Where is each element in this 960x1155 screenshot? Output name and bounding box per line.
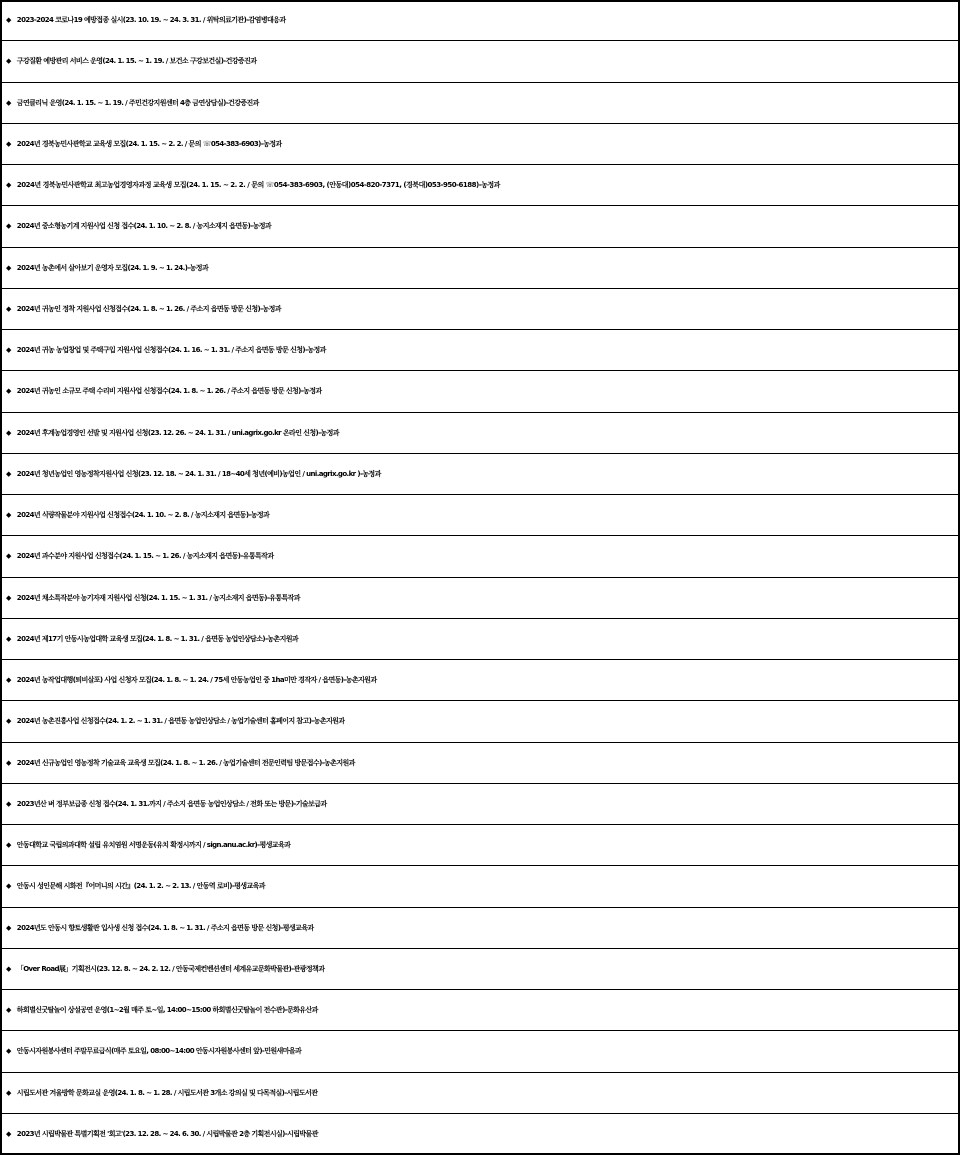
notice-item bbox=[0, 330, 960, 371]
diamond-bullet-icon: ◆ bbox=[6, 304, 11, 313]
notice-item bbox=[0, 165, 960, 206]
notice-text: 「Over Road展」기획전시(23. 12. 8. ~ 24. 2. 12. / 안동국제컨벤션센터 세계유교문화박물관)-관광정책과 bbox=[16, 964, 325, 973]
notice-item bbox=[0, 949, 960, 990]
notice-text: 2024년 후계농업경영인 선발 및 지원사업 신청(23. 12. 26. ~ 24. 1. 31. / uni.agrix.go.kr 온라인 신청)-농정과 bbox=[16, 428, 339, 437]
diamond-bullet-icon: ◆ bbox=[6, 346, 11, 355]
diamond-bullet-icon: ◆ bbox=[6, 263, 11, 272]
notice-item bbox=[0, 495, 960, 536]
notice-text: 2024년 경북농민사관학교 최고농업경영자과정 교육생 모집(24. 1. 15. ~ 2. 2. / 문의 ☏054-383-6903, (안동대)054-820-7371, (경북대)053-950-6188)-농정과 bbox=[16, 181, 500, 190]
diamond-bullet-icon: ◆ bbox=[6, 1006, 11, 1015]
diamond-bullet-icon: ◆ bbox=[6, 181, 11, 190]
notice-text: 2024년 귀농인 소규모 주택 수리비 지원사업 신청접수(24. 1. 8. ~ 1. 26. / 주소지 읍면동 방문 신청)-농정과 bbox=[16, 387, 322, 396]
notice-text: 시립도서관 겨울방학 문화교실 운영(24. 1. 8. ~ 1. 28. / 시립도서관 3개소 강의실 및 다목적실)-시립도서관 bbox=[16, 1088, 318, 1097]
notice-item bbox=[0, 41, 960, 82]
notice-item bbox=[0, 784, 960, 825]
notice-text: 2024년 채소특작분야 농기자재 지원사업 신청(24. 1. 15. ~ 1. 31. / 농지소재지 읍면동)-유통특작과 bbox=[16, 593, 300, 602]
diamond-bullet-icon: ◆ bbox=[6, 1047, 11, 1056]
notice-item bbox=[0, 206, 960, 247]
notice-text: 2024년 경북농민사관학교 교육생 모집(24. 1. 15. ~ 2. 2. / 문의 ☏054-383-6903)-농정과 bbox=[16, 139, 282, 148]
notice-text: 2024년 농촌에서 살아보기 운영자 모집(24. 1. 9. ~ 1. 24.)-농정과 bbox=[16, 263, 209, 272]
notice-item bbox=[0, 124, 960, 165]
diamond-bullet-icon: ◆ bbox=[6, 964, 11, 973]
notice-item bbox=[0, 289, 960, 330]
notice-text: 안동시 성인문해 시화전『어머니의 시간』(24. 1. 2. ~ 2. 13. / 안동역 로비)-평생교육과 bbox=[16, 882, 265, 891]
notice-text: 안동대학교 국립의과대학 설립 유치염원 서명운동(유치 확정시까지 / sign.anu.ac.kr)-평생교육과 bbox=[16, 841, 291, 850]
notice-item bbox=[0, 1073, 960, 1114]
notice-text: 2024년도 안동시 향토생활관 입사생 신청 접수(24. 1. 8. ~ 1. 31. / 주소지 읍면동 방문 신청)-평생교육과 bbox=[16, 923, 314, 932]
notice-item bbox=[0, 743, 960, 784]
diamond-bullet-icon: ◆ bbox=[6, 57, 11, 66]
notice-item bbox=[0, 825, 960, 866]
diamond-bullet-icon: ◆ bbox=[6, 16, 11, 25]
diamond-bullet-icon: ◆ bbox=[6, 1088, 11, 1097]
diamond-bullet-icon: ◆ bbox=[6, 841, 11, 850]
notice-text: 2024년 신규농업인 영농정착 기술교육 교육생 모집(24. 1. 8. ~ 1. 26. / 농업기술센터 전문인력팀 방문접수)-농촌지원과 bbox=[16, 758, 355, 767]
diamond-bullet-icon: ◆ bbox=[6, 634, 11, 643]
notice-item bbox=[0, 0, 960, 41]
notice-text: 2023-2024 코로나19 예방접종 실시(23. 10. 19. ~ 24. 3. 31. / 위탁의료기관)-감염병대응과 bbox=[16, 16, 286, 25]
diamond-bullet-icon: ◆ bbox=[6, 222, 11, 231]
notice-text: 2023년산 벼 정부보급종 신청 접수(24. 1. 31.까지 / 주소지 읍면동 농업인상담소 / 전화 또는 방문)-기술보급과 bbox=[16, 799, 327, 808]
notice-item bbox=[0, 701, 960, 742]
notice-text: 하회별신굿탈놀이 상설공연 운영(1~2월 매주 토~일, 14:00~15:00 하회별신굿탈놀이 전수관)-문화유산과 bbox=[16, 1006, 318, 1015]
notice-item bbox=[0, 371, 960, 412]
notice-text: 2024년 귀농 농업창업 및 주택구입 지원사업 신청접수(24. 1. 16. ~ 1. 31. / 주소지 읍면동 방문 신청)-농정과 bbox=[16, 346, 326, 355]
notice-item bbox=[0, 619, 960, 660]
diamond-bullet-icon: ◆ bbox=[6, 758, 11, 767]
diamond-bullet-icon: ◆ bbox=[6, 923, 11, 932]
notice-item bbox=[0, 866, 960, 907]
diamond-bullet-icon: ◆ bbox=[6, 1130, 11, 1139]
diamond-bullet-icon: ◆ bbox=[6, 139, 11, 148]
diamond-bullet-icon: ◆ bbox=[6, 593, 11, 602]
notice-text: 2024년 귀농인 정착 지원사업 신청접수(24. 1. 8. ~ 1. 26. / 주소지 읍면동 방문 신청)-농정과 bbox=[16, 304, 281, 313]
notice-text: 금연클리닉 운영(24. 1. 15. ~ 1. 19. / 주민건강지원센터 4층 금연상담실)-건강증진과 bbox=[16, 98, 259, 107]
notice-item bbox=[0, 578, 960, 619]
diamond-bullet-icon: ◆ bbox=[6, 387, 11, 396]
notice-text: 2024년 농작업대행(퇴비살포) 사업 신청자 모집(24. 1. 8. ~ 1. 24. / 75세 안동농업인 중 1ha미만 경작자 / 읍면동)-농촌지원과 bbox=[16, 676, 377, 685]
notice-item bbox=[0, 536, 960, 577]
notice-item bbox=[0, 454, 960, 495]
diamond-bullet-icon: ◆ bbox=[6, 552, 11, 561]
notice-item bbox=[0, 1031, 960, 1072]
notice-item bbox=[0, 908, 960, 949]
diamond-bullet-icon: ◆ bbox=[6, 469, 11, 478]
diamond-bullet-icon: ◆ bbox=[6, 676, 11, 685]
notice-text: 2024년 제17기 안동시농업대학 교육생 모집(24. 1. 8. ~ 1. 31. / 읍면동 농업인상담소)-농촌지원과 bbox=[16, 634, 299, 643]
notice-text: 2024년 중소형농기계 지원사업 신청 접수(24. 1. 10. ~ 2. 8. / 농지소재지 읍면동)-농정과 bbox=[16, 222, 272, 231]
diamond-bullet-icon: ◆ bbox=[6, 882, 11, 891]
notice-text: 2024년 식량작물분야 지원사업 신청접수(24. 1. 10. ~ 2. 8. / 농지소재지 읍면동)-농정과 bbox=[16, 511, 270, 520]
notice-text: 2024년 청년농업인 영농정착지원사업 신청(23. 12. 18. ~ 24. 1. 31. / 18~40세 청년(예비)농업인 / uni.agrix.go.kr )-농정과 bbox=[16, 469, 381, 478]
notice-item bbox=[0, 413, 960, 454]
notice-item bbox=[0, 83, 960, 124]
diamond-bullet-icon: ◆ bbox=[6, 799, 11, 808]
diamond-bullet-icon: ◆ bbox=[6, 428, 11, 437]
diamond-bullet-icon: ◆ bbox=[6, 717, 11, 726]
notice-text: 구강질환 예방관리 서비스 운영(24. 1. 15. ~ 1. 19. / 보건소 구강보건실)-건강증진과 bbox=[16, 57, 257, 66]
notice-item bbox=[0, 248, 960, 289]
notice-text: 2023년 시립박물관 특별기획전 '회고'(23. 12. 28. ~ 24. 6. 30. / 시립박물관 2층 기획전시실)-시립박물관 bbox=[16, 1130, 318, 1139]
notice-item bbox=[0, 1114, 960, 1155]
notice-text: 2024년 농촌진흥사업 신청접수(24. 1. 2. ~ 1. 31. / 읍면동 농업인상담소 / 농업기술센터 홈페이지 참고)-농촌지원과 bbox=[16, 717, 345, 726]
diamond-bullet-icon: ◆ bbox=[6, 98, 11, 107]
notice-item bbox=[0, 660, 960, 701]
notice-text: 안동시자원봉사센터 주말무료급식(매주 토요일, 08:00~14:00 안동시자원봉사센터 앞)-민원새마을과 bbox=[16, 1047, 302, 1056]
notice-item bbox=[0, 990, 960, 1031]
notice-text: 2024년 과수분야 지원사업 신청접수(24. 1. 15. ~ 1. 26. / 농지소재지 읍면동)-유통특작과 bbox=[16, 552, 274, 561]
diamond-bullet-icon: ◆ bbox=[6, 511, 11, 520]
